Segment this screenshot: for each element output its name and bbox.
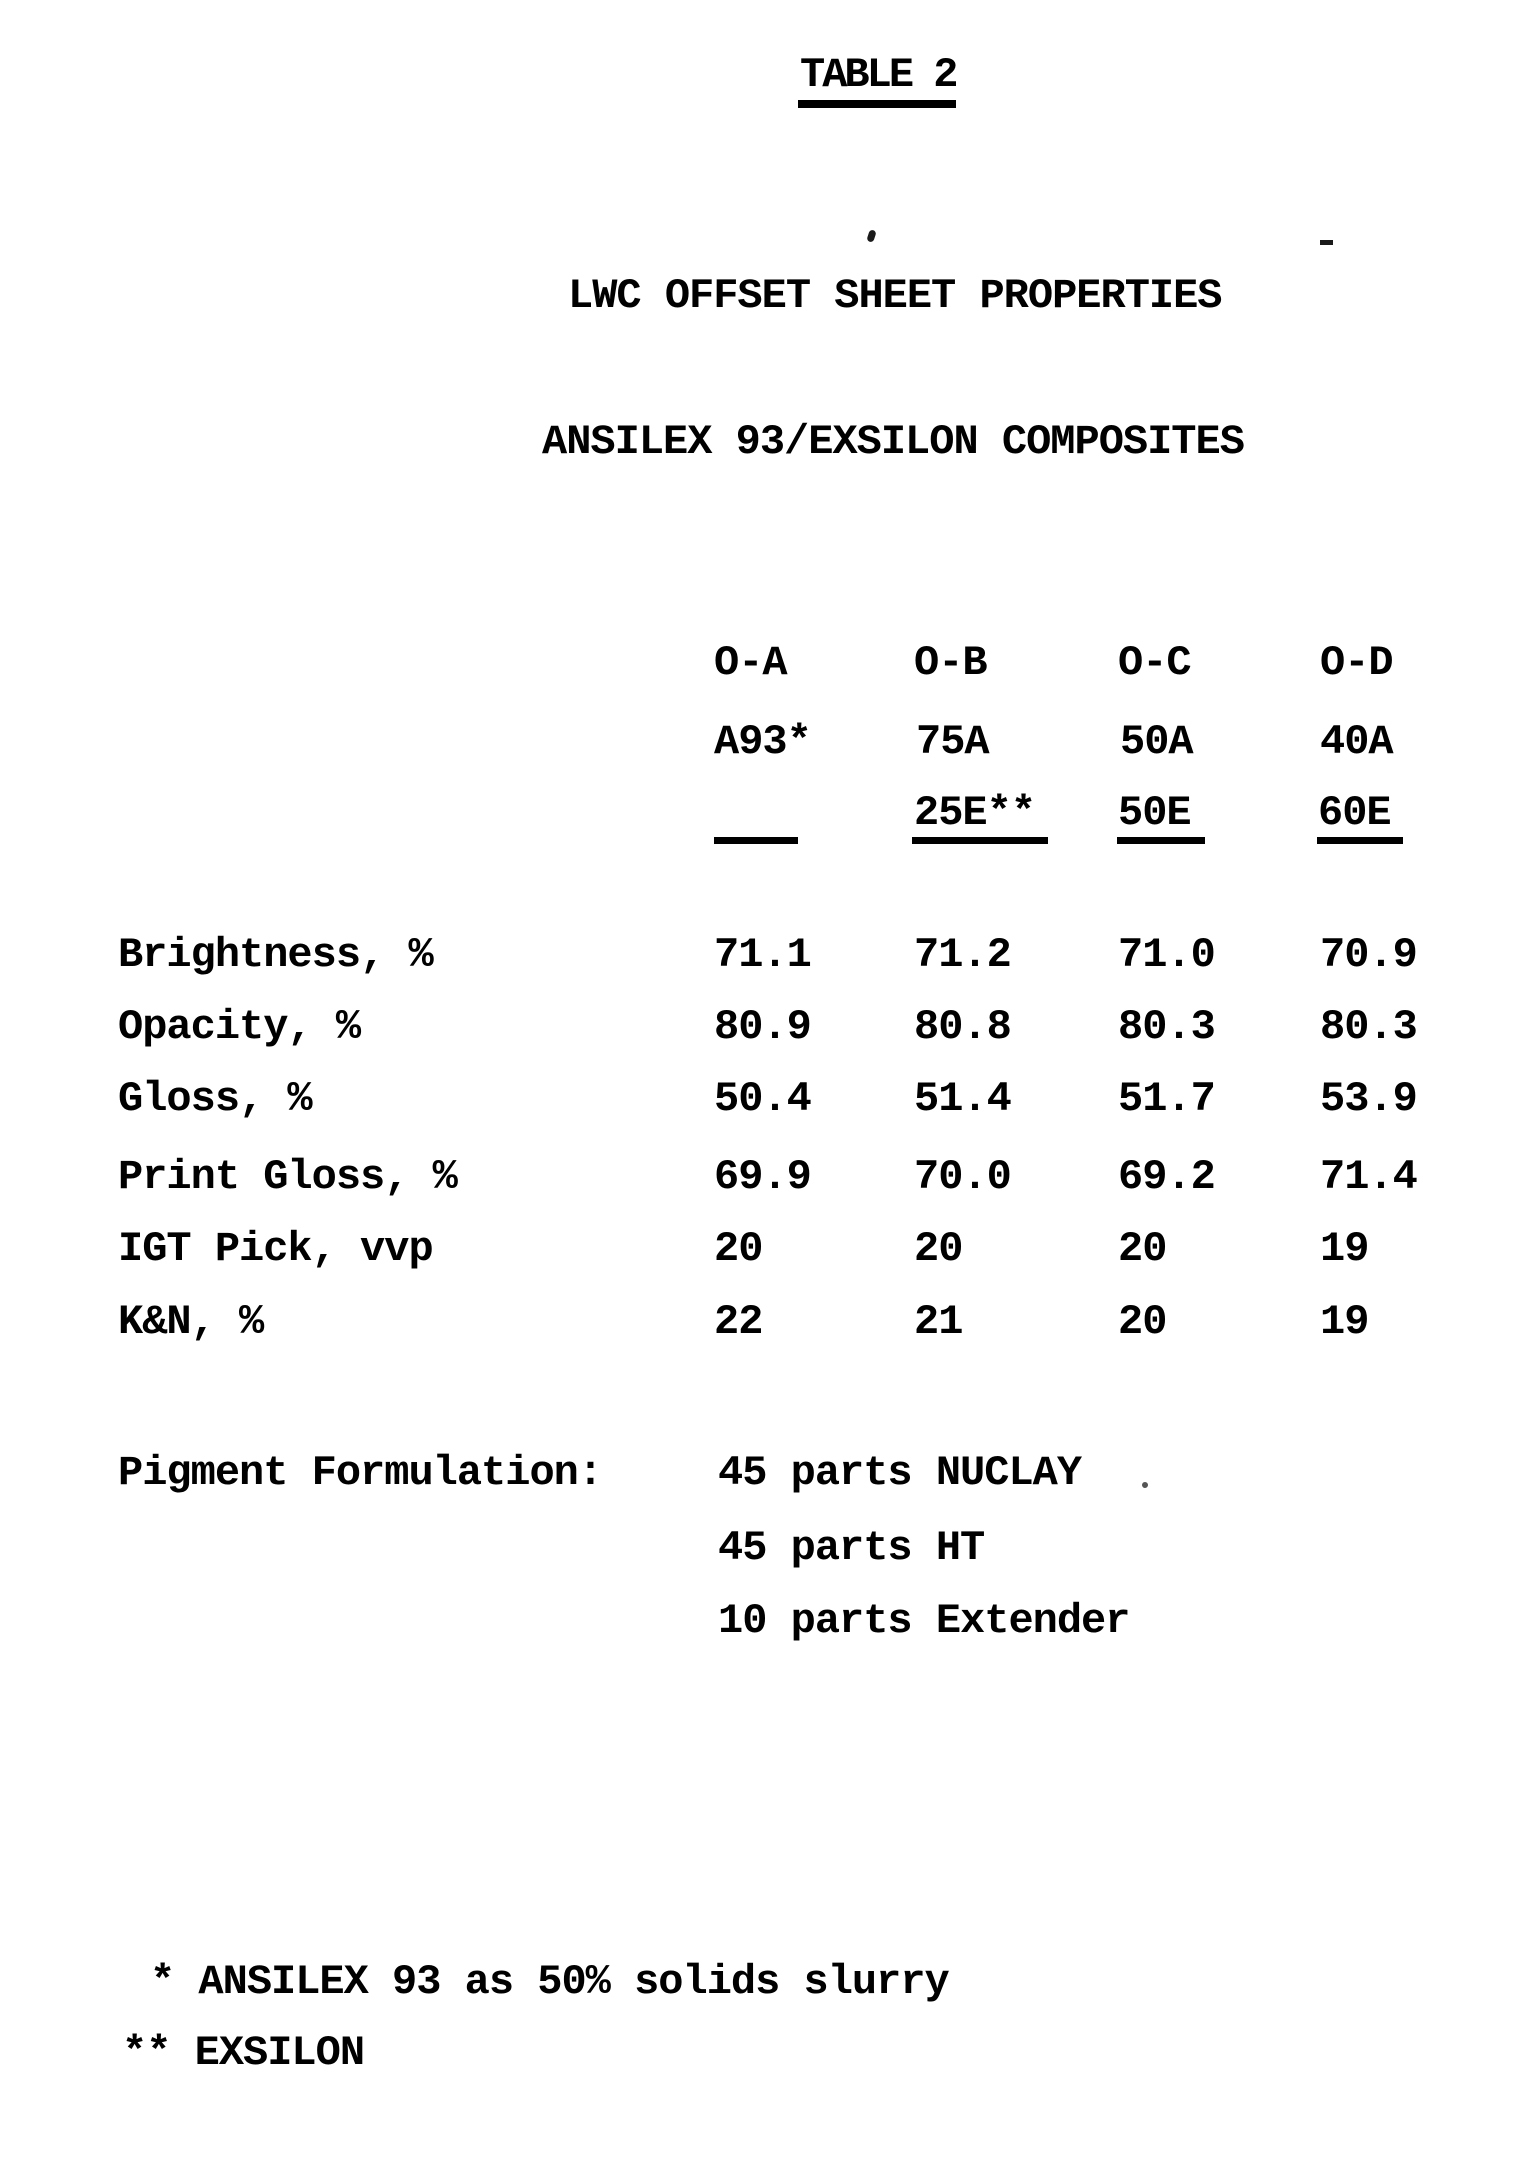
cell-kn-od: 19 <box>1320 1298 1369 1346</box>
page-title: TABLE 2 <box>800 51 956 99</box>
row-label-print-gloss: Print Gloss, % <box>118 1153 457 1201</box>
cell-brightness-oa: 71.1 <box>714 931 811 979</box>
row-label-gloss: Gloss, % <box>118 1075 312 1123</box>
cell-gloss-oa: 50.4 <box>714 1075 811 1123</box>
scan-artifact-comma <box>866 229 876 243</box>
cell-kn-oa: 22 <box>714 1298 763 1346</box>
scan-artifact-dot <box>1142 1482 1148 1488</box>
footnote-exsilon: ** EXSILON <box>122 2029 365 2077</box>
footnote-ansilex: * ANSILEX 93 as 50% solids slurry <box>150 1958 949 2006</box>
cell-opacity-ob: 80.8 <box>914 1003 1011 1051</box>
cell-print-gloss-ob: 70.0 <box>914 1153 1011 1201</box>
row-label-kn: K&N, % <box>118 1298 264 1346</box>
cell-print-gloss-oa: 69.9 <box>714 1153 811 1201</box>
col-header-comp2-ob: 25E** <box>914 789 1036 837</box>
cell-gloss-oc: 51.7 <box>1118 1075 1215 1123</box>
row-label-brightness: Brightness, % <box>118 931 433 979</box>
cell-opacity-oc: 80.3 <box>1118 1003 1215 1051</box>
col-underline-oc <box>1117 837 1205 844</box>
cell-kn-oc: 20 <box>1118 1298 1167 1346</box>
cell-opacity-od: 80.3 <box>1320 1003 1417 1051</box>
col-header-comp-ob: 75A <box>916 718 989 766</box>
cell-print-gloss-od: 71.4 <box>1320 1153 1417 1201</box>
cell-brightness-ob: 71.2 <box>914 931 1011 979</box>
cell-gloss-ob: 51.4 <box>914 1075 1011 1123</box>
formulation-line-ht: 45 parts HT <box>718 1524 985 1572</box>
formulation-label: Pigment Formulation: <box>118 1449 603 1497</box>
col-underline-ob <box>912 837 1048 844</box>
formulation-line-nuclay: 45 parts NUCLAY <box>718 1449 1082 1497</box>
cell-opacity-oa: 80.9 <box>714 1003 811 1051</box>
cell-igt-pick-od: 19 <box>1320 1225 1369 1273</box>
scan-artifact-dash <box>1320 240 1333 245</box>
row-label-igt-pick: IGT Pick, vvp <box>118 1225 433 1273</box>
col-header-comp-oc: 50A <box>1120 718 1193 766</box>
subtitle-composites: ANSILEX 93/EXSILON COMPOSITES <box>542 418 1244 466</box>
cell-brightness-oc: 71.0 <box>1118 931 1215 979</box>
col-header-comp2-oc: 50E <box>1118 789 1191 837</box>
subtitle-sheet-properties: LWC OFFSET SHEET PROPERTIES <box>568 272 1222 320</box>
col-header-code-ob: O-B <box>914 639 987 687</box>
cell-igt-pick-oc: 20 <box>1118 1225 1167 1273</box>
cell-igt-pick-oa: 20 <box>714 1225 763 1273</box>
col-header-comp-od: 40A <box>1320 718 1393 766</box>
formulation-line-extender: 10 parts Extender <box>718 1597 1130 1645</box>
title-underline <box>798 100 956 108</box>
col-underline-oa <box>714 837 798 844</box>
cell-print-gloss-oc: 69.2 <box>1118 1153 1215 1201</box>
cell-gloss-od: 53.9 <box>1320 1075 1417 1123</box>
col-underline-od <box>1317 837 1403 844</box>
col-header-code-oa: O-A <box>714 639 787 687</box>
cell-brightness-od: 70.9 <box>1320 931 1417 979</box>
col-header-code-od: O-D <box>1320 639 1393 687</box>
col-header-code-oc: O-C <box>1118 639 1191 687</box>
cell-kn-ob: 21 <box>914 1298 963 1346</box>
col-header-comp2-od: 60E <box>1318 789 1391 837</box>
cell-igt-pick-ob: 20 <box>914 1225 963 1273</box>
row-label-opacity: Opacity, % <box>118 1003 361 1051</box>
col-header-comp-oa: A93* <box>714 718 811 766</box>
